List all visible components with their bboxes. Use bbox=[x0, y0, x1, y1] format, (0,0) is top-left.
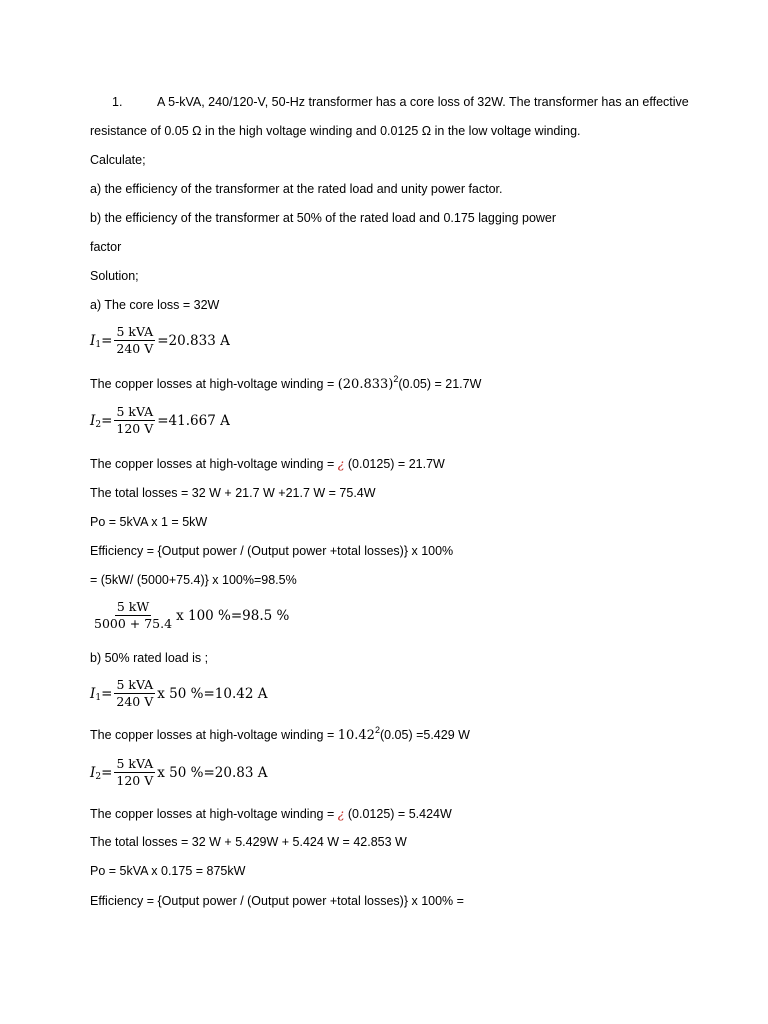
eq-symbol: I bbox=[90, 332, 96, 349]
fraction bbox=[114, 756, 155, 789]
copper-loss-hv-b bbox=[90, 725, 470, 743]
problem-text-1: A 5-kVA, 240/120-V, 50-Hz transformer has a core loss of 32W. The transformer has an effective bbox=[157, 95, 689, 109]
fraction-numerator: 5 kVA bbox=[116, 677, 154, 692]
equation-i1-rated: I 1 = $\frac{\text{5 kVA}}{240 V}$ =20.833 A bbox=[90, 324, 230, 356]
eq-result: x 100 %=98.5 % bbox=[176, 607, 290, 624]
copper-loss-lv-b bbox=[90, 806, 452, 821]
fraction-denominator: 120 V bbox=[116, 773, 154, 788]
fraction-denominator: 240 V bbox=[116, 341, 154, 356]
fraction-denominator: 120 V bbox=[116, 421, 154, 436]
fraction-numerator: 5 kVA bbox=[116, 404, 154, 419]
part-b-heading: b) 50% rated load is ; bbox=[90, 651, 209, 665]
efficiency-formula-a: Efficiency = {Output power / (Output power +total losses)} x 100% bbox=[90, 544, 454, 558]
eq-result: x 50 %=10.42 A bbox=[157, 685, 268, 702]
part-b-question-1: b) the efficiency of the transformer at 50% of the rated load and 0.175 lagging power bbox=[90, 211, 557, 225]
eq-symbol: I bbox=[90, 412, 96, 429]
eq-subscript: 2 bbox=[95, 419, 102, 430]
copper-loss-lv-a bbox=[90, 456, 445, 471]
superscript: 2 bbox=[393, 374, 399, 384]
part-a-question: a) the efficiency of the transformer at the rated load and unity power factor. bbox=[90, 182, 503, 196]
fraction bbox=[114, 404, 155, 437]
eq-result: =20.833 A bbox=[157, 332, 230, 349]
text: The copper losses at high-voltage winding = bbox=[90, 377, 338, 391]
total-losses-b: The total losses = 32 W + 5.429W + 5.424 W = 42.853 W bbox=[90, 835, 407, 849]
copper-loss-hv-a bbox=[90, 374, 482, 392]
efficiency-calc-a: = (5kW/ (5000+75.4)} x 100%=98.5% bbox=[90, 573, 297, 587]
equation-i2-half: I 2 = $\frac{\text{5 kVA}}{120 V}$ x 50 %=20.83 A bbox=[90, 756, 268, 788]
fraction-numerator: 5 kVA bbox=[116, 756, 154, 771]
math-term: 10.42 bbox=[337, 728, 375, 743]
equation-i1-half: I 1 = $\frac{\text{5 kVA}}{240 V}$ x 50 %=10.42 A bbox=[90, 677, 268, 709]
text: (0.05) = 21.7W bbox=[398, 377, 482, 391]
eq-symbol: I bbox=[90, 764, 96, 781]
efficiency-formula-b: Efficiency = {Output power / (Output power +total losses)} x 100% = bbox=[90, 894, 464, 908]
solution-heading: Solution; bbox=[90, 269, 139, 283]
output-power-b: Po = 5kVA x 0.175 = 875kW bbox=[90, 864, 246, 878]
broken-glyph: ¿ bbox=[337, 456, 345, 471]
equation-i2-rated: I 2 = $\frac{\text{5 kVA}}{120 V}$ =41.667 A bbox=[90, 404, 230, 436]
fraction-denominator: 5000 + 75.4 bbox=[94, 616, 173, 631]
text: The copper losses at high-voltage winding = bbox=[90, 807, 338, 821]
eq-result: =41.667 A bbox=[157, 412, 230, 429]
fraction bbox=[114, 324, 155, 357]
broken-glyph: ¿ bbox=[337, 806, 345, 821]
eq-subscript: 1 bbox=[95, 339, 102, 350]
text: (0.0125) = 21.7W bbox=[344, 457, 445, 471]
equation-efficiency-a bbox=[90, 599, 289, 632]
fraction bbox=[114, 677, 155, 710]
problem-number: 1. bbox=[112, 95, 123, 109]
total-losses-a: The total losses = 32 W + 21.7 W +21.7 W = 75.4W bbox=[90, 486, 376, 500]
fraction bbox=[92, 599, 174, 632]
eq-subscript: 2 bbox=[95, 771, 102, 782]
core-loss-line: a) The core loss = 32W bbox=[90, 298, 220, 312]
fraction-numerator: 5 kW bbox=[116, 599, 150, 614]
eq-subscript: 1 bbox=[95, 692, 102, 703]
fraction-denominator: 240 V bbox=[116, 694, 154, 709]
output-power-a: Po = 5kVA x 1 = 5kW bbox=[90, 515, 208, 529]
text: (0.0125) = 5.424W bbox=[344, 807, 452, 821]
text: The copper losses at high-voltage winding = bbox=[90, 457, 338, 471]
part-b-question-2: factor bbox=[90, 240, 122, 254]
eq-result: x 50 %=20.83 A bbox=[157, 764, 268, 781]
problem-statement-line-2: resistance of 0.05 Ω in the high voltage winding and 0.0125 Ω in the low voltage winding. bbox=[90, 124, 581, 138]
superscript: 2 bbox=[374, 725, 380, 735]
fraction-numerator: 5 kVA bbox=[116, 324, 154, 339]
text: (0.05) =5.429 W bbox=[379, 728, 470, 742]
text: The copper losses at high-voltage winding = bbox=[90, 728, 338, 742]
calculate-label: Calculate; bbox=[90, 153, 146, 167]
eq-symbol: I bbox=[90, 685, 96, 702]
problem-statement-line-1 bbox=[90, 95, 689, 109]
math-term: (20.833) bbox=[337, 377, 394, 392]
